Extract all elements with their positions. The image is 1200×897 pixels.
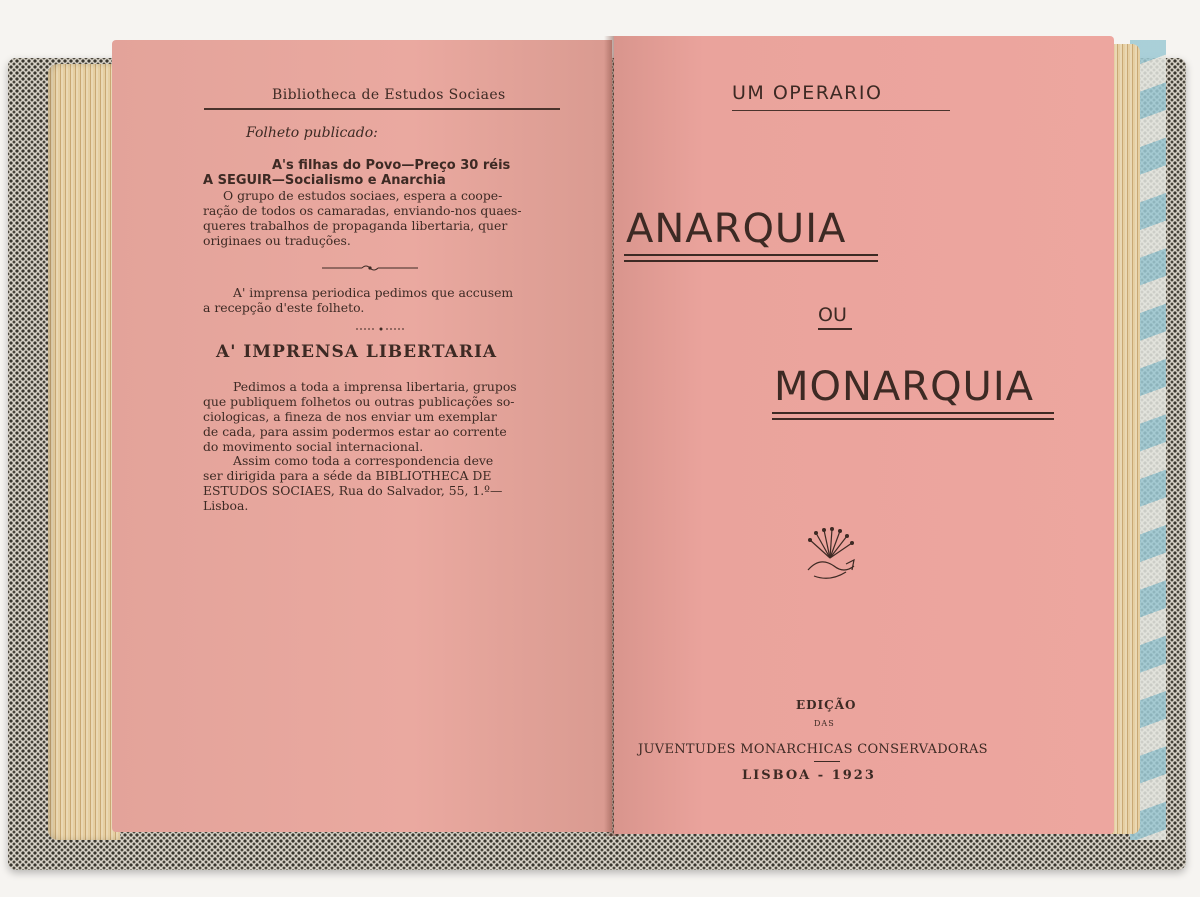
title-rule: [772, 412, 1054, 414]
next-line: A SEGUIR—Socialismo e Anarchia: [203, 173, 446, 188]
text-line: ração de todos os camaradas, enviando-nos quaes-: [203, 203, 522, 218]
text-line: que publiquem folhetos ou outras publicações so-: [203, 394, 515, 409]
paragraph-4: [203, 453, 502, 513]
subheading: Folheto publicado:: [246, 125, 378, 141]
text-line: queres trabalhos de propaganda libertaria, quer: [203, 218, 508, 233]
left-page: [112, 40, 612, 832]
publisher-name: JUVENTUDES MONARCHICAS CONSERVADORAS: [638, 742, 988, 757]
text-line: ciologicas, a fineza de nos enviar um exemplar: [203, 409, 497, 424]
author-name: UM OPERARIO: [732, 82, 883, 104]
ornament-divider: [322, 264, 418, 272]
text-line: Lisboa.: [203, 498, 249, 513]
title-rule: [624, 254, 878, 256]
publisher-rule: [814, 761, 840, 762]
section-heading: A' IMPRENSA LIBERTARIA: [216, 342, 498, 362]
title-line-1: ANARQUIA: [626, 206, 847, 252]
text-line: O grupo de estudos sociaes, espera a coope-: [223, 188, 503, 203]
author-rule: [732, 110, 950, 111]
running-header: Bibliotheca de Estudos Sociaes: [272, 87, 506, 103]
text-line: a recepção d'este folheto.: [203, 300, 365, 315]
header-rule: [204, 108, 560, 110]
title-rule: [772, 418, 1054, 420]
text-line: originaes ou traduções.: [203, 233, 351, 248]
edition-label: EDIÇÃO: [796, 698, 857, 712]
text-line: A' imprensa periodica pedimos que accusem: [233, 285, 514, 300]
text-line: ser dirigida para a séde da BIBLIOTHECA DE: [203, 468, 492, 483]
page-edges-left: [48, 64, 120, 840]
paragraph-2: [203, 285, 513, 315]
text-line: do movimento social internacional.: [203, 439, 424, 454]
text-line: Pedimos a toda a imprensa libertaria, grupos: [233, 379, 517, 394]
text-line: de cada, para assim podermos estar ao corrente: [203, 424, 507, 439]
title-conjunction: OU: [818, 304, 847, 326]
paragraph-1: [203, 188, 522, 248]
conjunction-rule: [818, 328, 852, 330]
small-ornament: [356, 326, 406, 332]
title-page: [614, 36, 1114, 834]
published-line: A's filhas do Povo—Preço 30 réis: [272, 158, 511, 173]
place-year: LISBOA - 1923: [742, 768, 876, 783]
title-rule: [624, 260, 878, 262]
edition-das: DAS: [814, 719, 835, 728]
paragraph-3: [203, 379, 517, 454]
flower-emblem: [800, 526, 860, 584]
title-line-2: MONARQUIA: [774, 364, 1034, 410]
text-line: Assim como toda a correspondencia deve: [233, 453, 494, 468]
text-line: ESTUDOS SOCIAES, Rua do Salvador, 55, 1.º—: [203, 483, 503, 498]
